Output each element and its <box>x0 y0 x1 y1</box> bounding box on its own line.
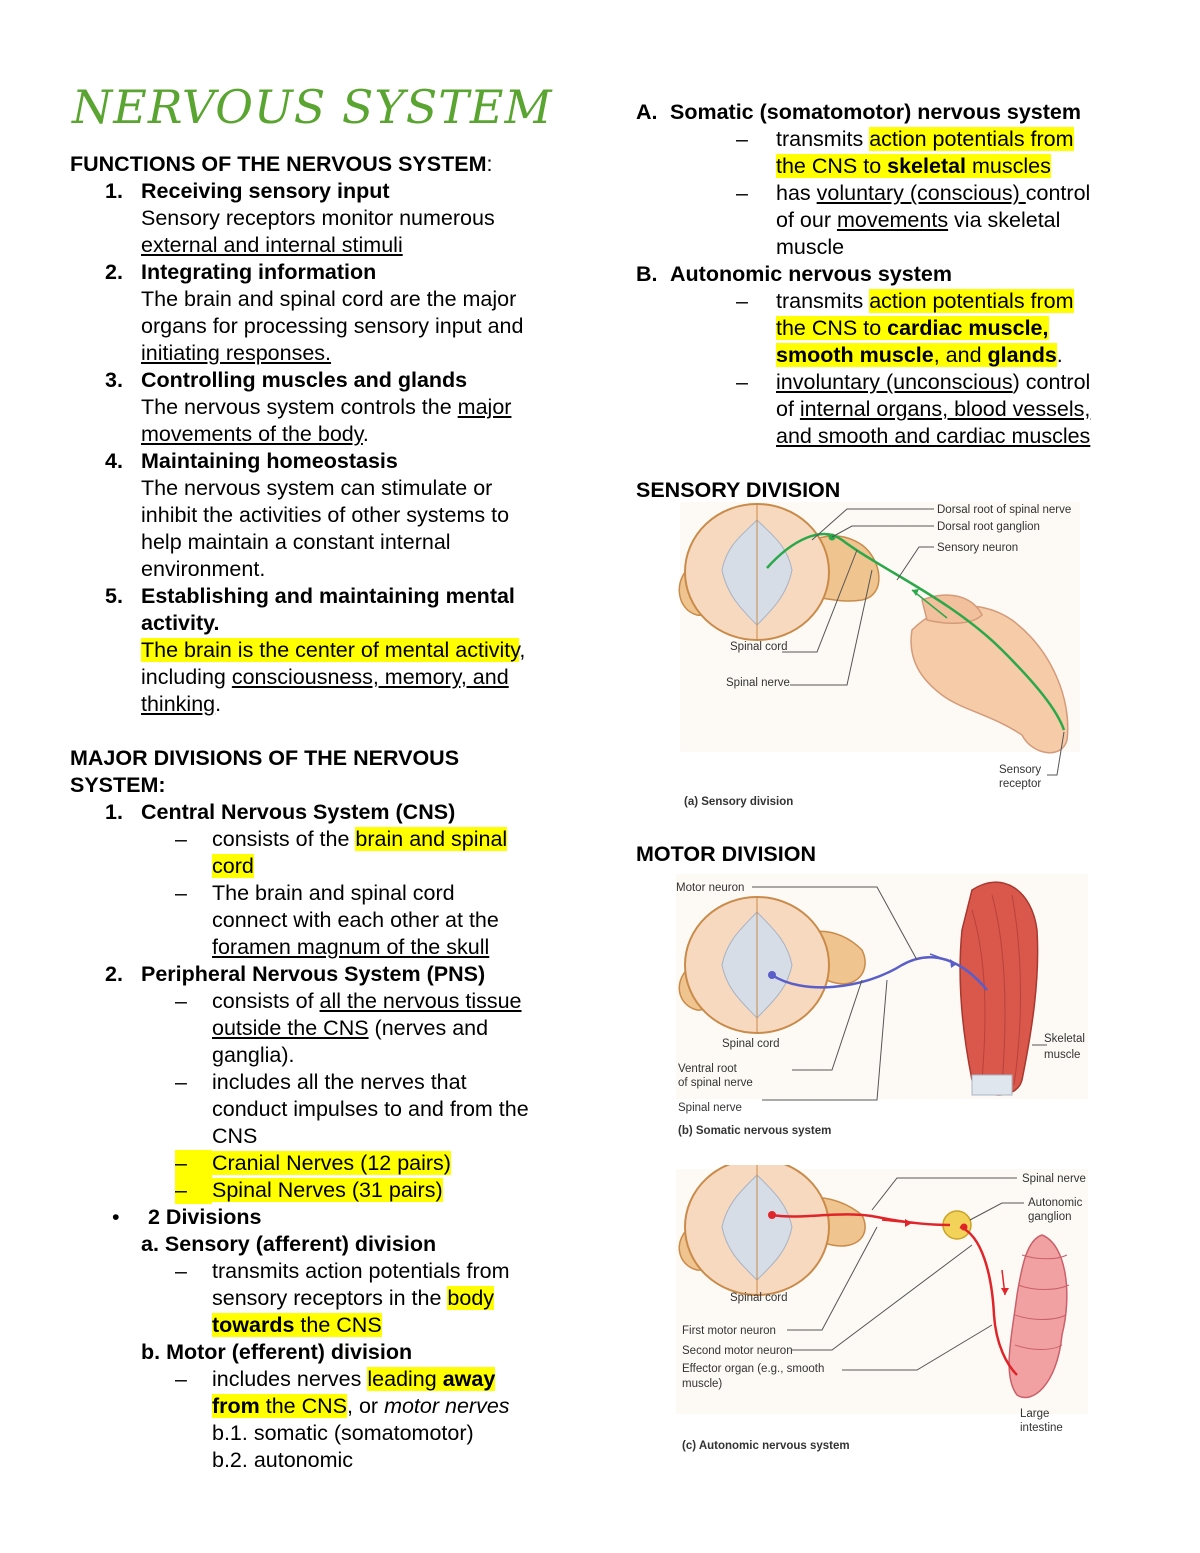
text-line: cord <box>212 854 254 878</box>
somatic-heading <box>636 99 1156 126</box>
list-item <box>70 961 570 988</box>
text-line: including <box>141 665 232 689</box>
text-line: help maintain a constant internal <box>141 530 451 554</box>
text-line: Somatic (somatomotor) nervous system <box>670 100 1081 124</box>
text-line: transmits action potentials from <box>212 1259 510 1283</box>
text-line: – <box>175 827 187 851</box>
fig-label: Spinal cord <box>722 1038 780 1050</box>
fig-label: Effector organ (e.g., smooth <box>682 1363 825 1375</box>
text-line: initiating responses. <box>141 341 332 365</box>
fig-label: muscle <box>1044 1049 1081 1061</box>
text-line: inhibit the activities of other systems to <box>141 503 510 527</box>
text-line: – <box>175 989 187 1013</box>
text-line: and smooth and cardiac muscles <box>776 424 1091 448</box>
text-line: 2. <box>105 962 123 986</box>
autonomic-heading <box>636 261 1156 288</box>
text-line: FUNCTIONS OF THE NERVOUS SYSTEM <box>70 152 487 176</box>
text-line: transmits <box>776 127 870 151</box>
sensory-division-figure <box>672 500 1092 810</box>
text-line: ) control <box>1012 370 1091 394</box>
motor-division-heading: MOTOR DIVISION <box>636 842 816 866</box>
text-line: The brain is the center of mental activity <box>141 638 520 662</box>
text-line: – <box>736 289 748 313</box>
page-title: NERVOUS SYSTEM <box>72 80 553 134</box>
text-line: smooth muscle <box>776 343 934 367</box>
text-line: – <box>736 127 748 151</box>
text-line: activity. <box>141 611 220 635</box>
divisions-heading: MAJOR DIVISIONS OF THE NERVOUS <box>70 746 460 770</box>
text-line: the CNS to <box>776 316 888 340</box>
fig-label: of spinal nerve <box>678 1077 753 1089</box>
list-item <box>70 799 570 826</box>
fig-label: Second motor neuron <box>682 1345 793 1357</box>
text-line: a. Sensory (afferent) division <box>141 1232 437 1256</box>
text-line: organs for processing sensory input and <box>141 314 524 338</box>
text-line: all the nervous tissue <box>319 989 522 1013</box>
text-line: Receiving sensory input <box>141 179 390 203</box>
text-line: foramen magnum of the skull <box>212 935 490 959</box>
fig-label: Autonomic <box>1028 1197 1083 1209</box>
list-item <box>70 448 570 475</box>
fig-label: Skeletal <box>1044 1033 1085 1045</box>
text-line: from <box>212 1394 260 1418</box>
text-line: – <box>175 1150 212 1177</box>
text-line: – <box>175 1367 187 1391</box>
text-line: B. <box>636 262 658 286</box>
text-line: b.2. autonomic <box>212 1448 354 1472</box>
fig-label: Spinal nerve <box>726 677 790 689</box>
sensory-division-heading: SENSORY DIVISION <box>636 478 841 502</box>
text-line: The nervous system controls the <box>141 395 458 419</box>
text-line: • <box>112 1205 120 1229</box>
text-line: – <box>736 181 748 205</box>
text-line: outside the CNS <box>212 1016 369 1040</box>
list-item <box>70 583 570 610</box>
fig-label: Dorsal root ganglion <box>937 521 1040 533</box>
text-line: external and internal stimuli <box>141 233 403 257</box>
text-line: b.1. somatic (somatomotor) <box>212 1421 474 1445</box>
text-line: body <box>447 1286 495 1310</box>
text-line: CNS <box>212 1124 258 1148</box>
text-line: 4. <box>105 449 123 473</box>
fig-label: Spinal nerve <box>1022 1173 1086 1185</box>
text-line: , <box>519 638 526 662</box>
text-line: internal organs, blood vessels, <box>799 397 1091 421</box>
text-line: Autonomic nervous system <box>670 262 952 286</box>
somatic-figure <box>672 870 1092 1145</box>
fig-label: Motor neuron <box>676 882 745 894</box>
text-line: Establishing and maintaining mental <box>141 584 515 608</box>
text-line: movements of the body <box>141 422 363 446</box>
text-line: the CNS to <box>776 154 888 178</box>
fig-caption: (c) Autonomic nervous system <box>682 1440 850 1452</box>
text-line: 2 Divisions <box>148 1205 262 1229</box>
text-line: sensory receptors in the <box>212 1286 448 1310</box>
fig-label: Sensory neuron <box>937 542 1019 554</box>
text-line: conduct impulses to and from the <box>212 1097 529 1121</box>
text-line: includes nerves <box>212 1367 368 1391</box>
text-line: of <box>776 397 800 421</box>
text-line: , or <box>347 1394 385 1418</box>
text-line: motor nerves <box>384 1394 510 1418</box>
text-line: – <box>175 1070 187 1094</box>
text-line: connect with each other at the <box>212 908 499 932</box>
text-line: control <box>1025 181 1091 205</box>
fig-label: First motor neuron <box>682 1325 776 1337</box>
text-line: Integrating information <box>141 260 377 284</box>
text-line: b. Motor (efferent) division <box>141 1340 413 1364</box>
left-column <box>70 151 570 1474</box>
text-line: . <box>215 692 222 716</box>
text-line: – <box>175 1259 187 1283</box>
fig-label: intestine <box>1020 1422 1063 1434</box>
text-line: voluntary (conscious) <box>816 181 1026 205</box>
fig-label: muscle) <box>682 1378 723 1390</box>
text-line: of our <box>776 208 837 232</box>
text-line: skeletal <box>887 154 967 178</box>
text-line: (nerves and <box>368 1016 489 1040</box>
text-line: thinking <box>141 692 216 716</box>
fig-label: receptor <box>999 778 1042 790</box>
text-line: 1. <box>105 800 123 824</box>
text-line: the CNS <box>259 1394 348 1418</box>
functions-heading <box>70 151 570 178</box>
text-line: includes all the nerves that <box>212 1070 467 1094</box>
text-line: A. <box>636 100 658 124</box>
text-line: consciousness, memory, and <box>231 665 509 689</box>
list-item <box>70 178 570 205</box>
text-line: 5. <box>105 584 123 608</box>
fig-label: Large <box>1020 1408 1050 1420</box>
text-line: Peripheral Nervous System (PNS) <box>141 962 486 986</box>
text-line: transmits <box>776 289 870 313</box>
text-line: Sensory receptors monitor numerous <box>141 206 495 230</box>
fig-caption: (b) Somatic nervous system <box>678 1125 832 1137</box>
text-line: muscle <box>776 235 845 259</box>
text-line: muscles <box>966 154 1051 178</box>
text-line: action potentials from <box>869 127 1074 151</box>
text-line: Maintaining homeostasis <box>141 449 398 473</box>
text-line: leading <box>367 1367 443 1391</box>
text-line: away <box>442 1367 496 1391</box>
text-line: towards <box>212 1313 295 1337</box>
text-line: involuntary (unconscious <box>776 370 1013 394</box>
fig-label: Spinal cord <box>730 641 788 653</box>
right-column <box>636 99 1156 450</box>
text-line: has <box>776 181 817 205</box>
text-line: Central Nervous System (CNS) <box>141 800 456 824</box>
text-line: the CNS <box>294 1313 382 1337</box>
text-line: . <box>1056 343 1063 367</box>
fig-label: Spinal cord <box>730 1292 788 1304</box>
list-item <box>70 367 570 394</box>
text-line: brain and spinal <box>355 827 508 851</box>
text-line: . <box>362 422 369 446</box>
text-line: 1. <box>105 179 123 203</box>
text-line: – <box>736 370 748 394</box>
text-line: The brain and spinal cord are the major <box>141 287 517 311</box>
text-line: environment. <box>141 557 266 581</box>
text-line: consists of the <box>212 827 356 851</box>
text-line: cardiac muscle, <box>887 316 1049 340</box>
text-line: The nervous system can stimulate or <box>141 476 493 500</box>
text-line: 3. <box>105 368 123 392</box>
text-line: , and <box>933 343 988 367</box>
fig-label: Ventral root <box>678 1063 737 1075</box>
autonomic-figure <box>672 1165 1092 1455</box>
text-line: major <box>457 395 512 419</box>
text-line: Cranial Nerves (12 pairs) <box>212 1151 451 1175</box>
fig-label: ganglion <box>1028 1211 1072 1223</box>
text-line: Spinal Nerves (31 pairs) <box>212 1178 443 1202</box>
text-line: consists of <box>212 989 320 1013</box>
fig-label: Dorsal root of spinal nerve <box>937 504 1072 516</box>
fig-label: Sensory <box>999 764 1042 776</box>
list-item <box>70 259 570 286</box>
text-line: movements <box>836 208 949 232</box>
text-line: ganglia). <box>212 1043 295 1067</box>
text-line: via skeletal <box>948 208 1061 232</box>
text-line: – <box>175 1177 212 1204</box>
fig-caption: (a) Sensory division <box>684 796 794 808</box>
text-line: 2. <box>105 260 123 284</box>
text-line: – <box>175 881 187 905</box>
text-line: SYSTEM: <box>70 773 166 797</box>
text-line: action potentials from <box>869 289 1074 313</box>
text-line: : <box>486 152 493 176</box>
fig-label: Spinal nerve <box>678 1102 742 1114</box>
text-line: Controlling muscles and glands <box>141 368 468 392</box>
text-line: glands <box>987 343 1057 367</box>
text-line: The brain and spinal cord <box>212 881 455 905</box>
